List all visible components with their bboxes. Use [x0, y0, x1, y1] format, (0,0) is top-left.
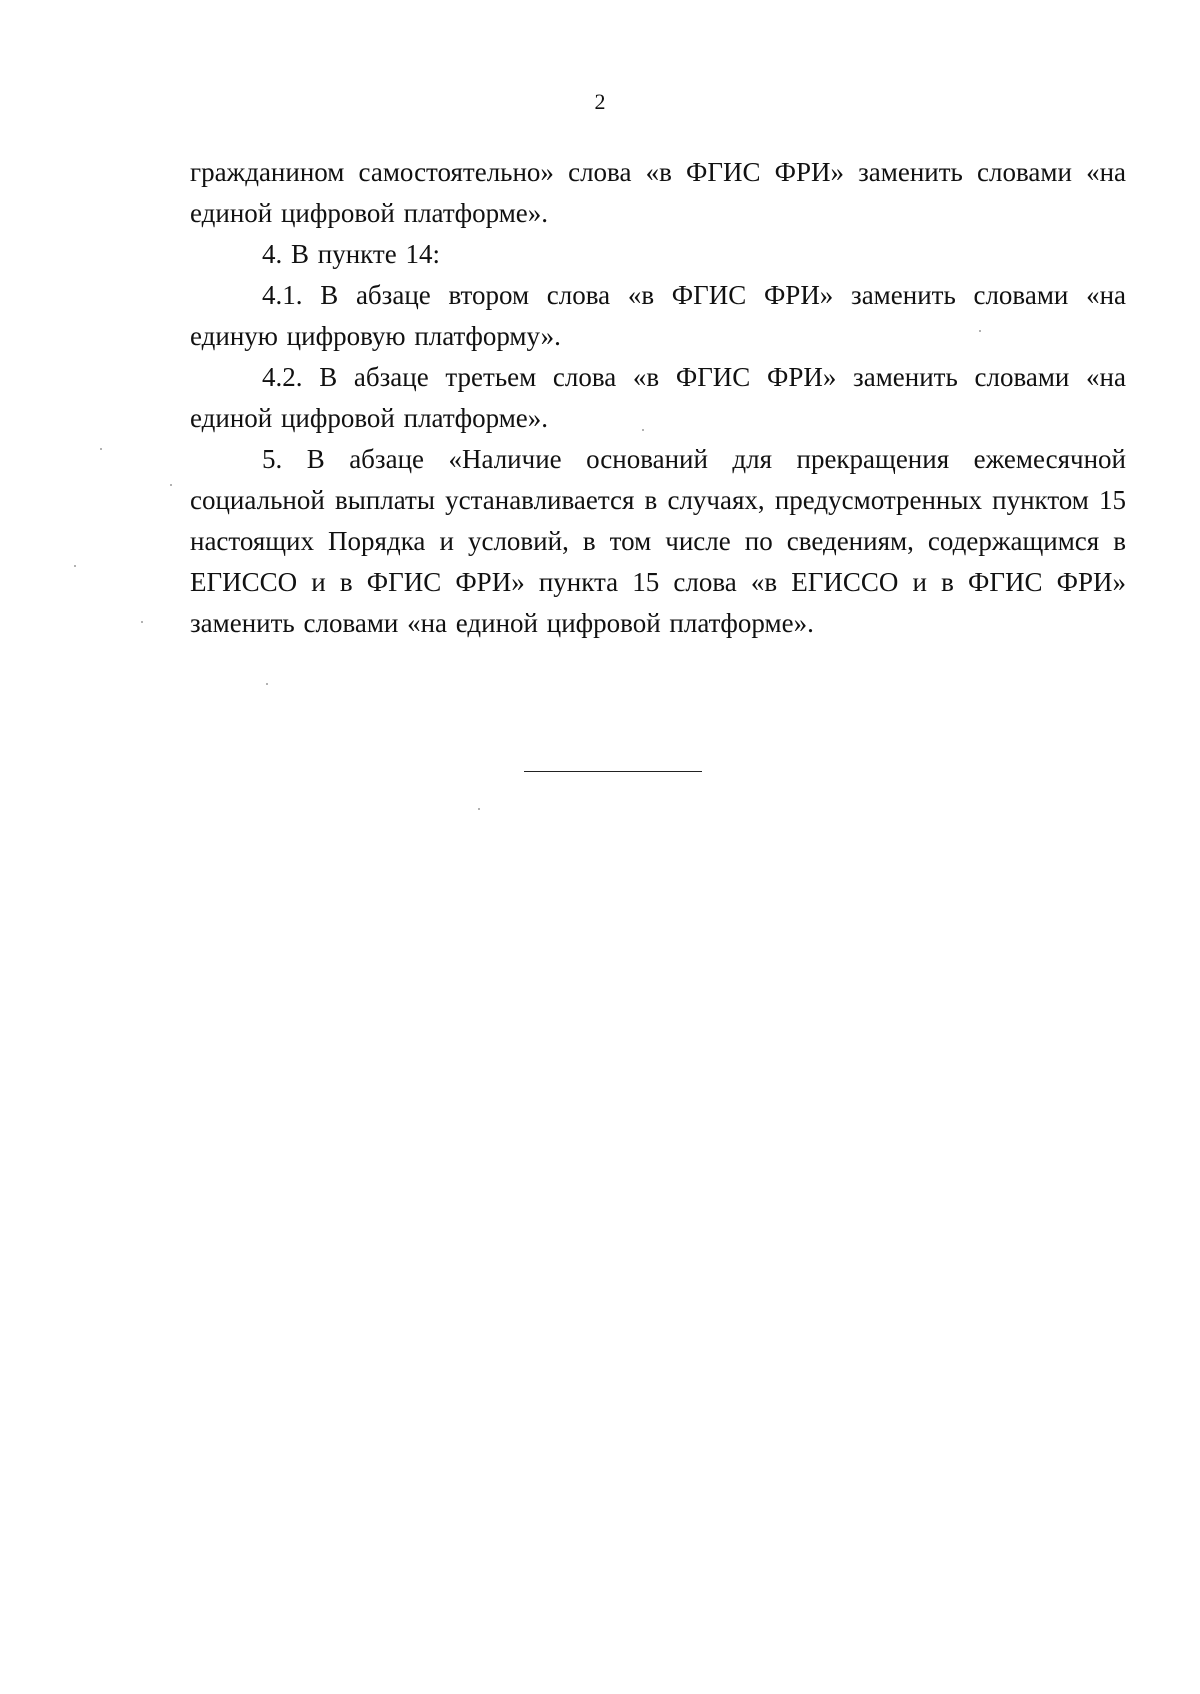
paragraph-item-4-1: 4.1. В абзаце втором слова «в ФГИС ФРИ» заменить словами «на единую цифровую платформу». — [190, 280, 1126, 351]
document-body — [190, 152, 1126, 644]
paragraph-item-4: 4. В пункте 14: — [262, 239, 440, 269]
paragraph-continuation: гражданином самостоятельно» слова «в ФГИС ФРИ» заменить словами «на единой цифровой платформе». — [190, 157, 1126, 228]
scan-speck — [266, 683, 268, 685]
scan-speck — [170, 484, 172, 486]
scan-speck — [478, 808, 480, 810]
end-of-text-rule — [524, 771, 702, 772]
scan-speck — [74, 565, 76, 567]
scan-speck — [141, 621, 143, 623]
scan-speck — [100, 448, 102, 450]
scan-speck — [642, 429, 644, 431]
scan-speck — [979, 330, 981, 332]
paragraph-item-5: 5. В абзаце «Наличие оснований для прекращения ежемесячной социальной выплаты устанавливается в случаях, предусмотренных пунктом 15 настоящих Порядка и условий, в том числе по сведениям, содержащимся в ЕГИССО и в ФГИС ФРИ» пункта 15 слова «в ЕГИССО и в ФГИС ФРИ» заменить словами «на единой цифровой платформе». — [190, 444, 1126, 638]
paragraph-item-4-2: 4.2. В абзаце третьем слова «в ФГИС ФРИ» заменить словами «на единой цифровой платформе». — [190, 362, 1126, 433]
page-number: 2 — [594, 89, 606, 114]
